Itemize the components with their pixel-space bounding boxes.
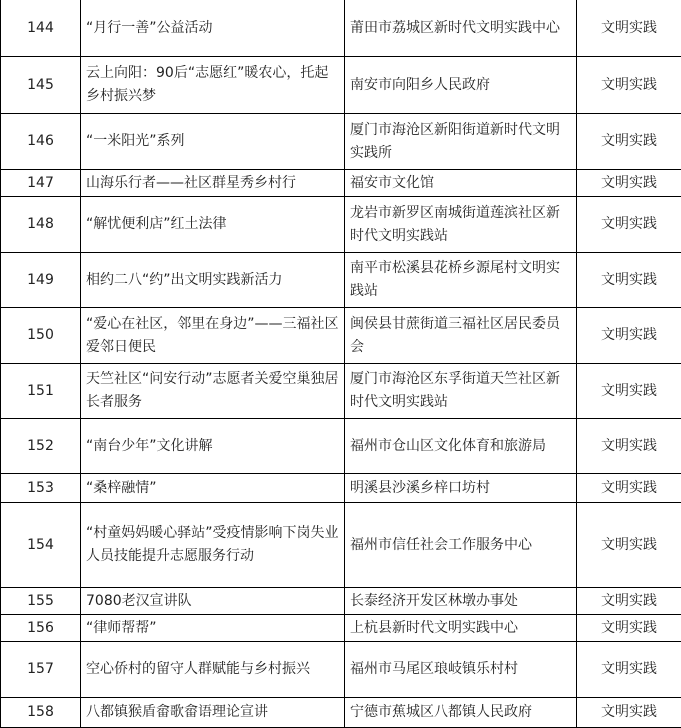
project-name: 八都镇猴盾畲歌畲语理论宣讲 <box>81 698 345 728</box>
category: 文明实践 <box>577 197 681 253</box>
category: 文明实践 <box>577 588 681 615</box>
category: 文明实践 <box>577 474 681 503</box>
project-name: 山海乐行者——社区群星秀乡村行 <box>81 170 345 197</box>
table-row <box>1 588 681 615</box>
table-row <box>1 0 681 57</box>
organization: 明溪县沙溪乡梓口坊村 <box>345 474 577 503</box>
row-number: 147 <box>1 170 81 197</box>
table-row <box>1 698 681 728</box>
table-body <box>1 0 681 728</box>
category: 文明实践 <box>577 698 681 728</box>
table-row <box>1 474 681 503</box>
organization: 南安市向阳乡人民政府 <box>345 57 577 114</box>
category: 文明实践 <box>577 253 681 308</box>
organization: 福州市仓山区文化体育和旅游局 <box>345 419 577 474</box>
project-name: “律师帮帮” <box>81 615 345 642</box>
row-number: 154 <box>1 503 81 588</box>
organization: 上杭县新时代文明实践中心 <box>345 615 577 642</box>
table-row <box>1 114 681 170</box>
organization: 宁德市蕉城区八都镇人民政府 <box>345 698 577 728</box>
organization: 闽侯县甘蔗街道三福社区居民委员会 <box>345 308 577 364</box>
project-name: “月行一善”公益活动 <box>81 0 345 57</box>
project-name: “桑梓融情” <box>81 474 345 503</box>
category: 文明实践 <box>577 503 681 588</box>
organization: 长泰经济开发区林墩办事处 <box>345 588 577 615</box>
row-number: 145 <box>1 57 81 114</box>
project-name: “村童妈妈暖心驿站”受疫情影响下岗失业人员技能提升志愿服务行动 <box>81 503 345 588</box>
organization: 龙岩市新罗区南城街道莲滨社区新时代文明实践站 <box>345 197 577 253</box>
table-row <box>1 197 681 253</box>
table-row <box>1 308 681 364</box>
project-name: “一米阳光”系列 <box>81 114 345 170</box>
row-number: 146 <box>1 114 81 170</box>
category: 文明实践 <box>577 364 681 419</box>
project-name: “爱心在社区，邻里在身边”——三福社区爱邻日便民 <box>81 308 345 364</box>
table-row <box>1 642 681 698</box>
category: 文明实践 <box>577 642 681 698</box>
category: 文明实践 <box>577 0 681 57</box>
row-number: 153 <box>1 474 81 503</box>
row-number: 150 <box>1 308 81 364</box>
organization: 福安市文化馆 <box>345 170 577 197</box>
project-name: 相约二八“约”出文明实践新活力 <box>81 253 345 308</box>
table-row <box>1 419 681 474</box>
row-number: 157 <box>1 642 81 698</box>
table-row <box>1 170 681 197</box>
organization: 厦门市海沧区新阳街道新时代文明实践所 <box>345 114 577 170</box>
row-number: 156 <box>1 615 81 642</box>
row-number: 158 <box>1 698 81 728</box>
table-row <box>1 57 681 114</box>
table-row <box>1 253 681 308</box>
project-name: “南台少年”文化讲解 <box>81 419 345 474</box>
organization: 南平市松溪县花桥乡源尾村文明实践站 <box>345 253 577 308</box>
table-row <box>1 364 681 419</box>
category: 文明实践 <box>577 419 681 474</box>
organization: 莆田市荔城区新时代文明实践中心 <box>345 0 577 57</box>
category: 文明实践 <box>577 308 681 364</box>
category: 文明实践 <box>577 170 681 197</box>
project-name: 空心侨村的留守人群赋能与乡村振兴 <box>81 642 345 698</box>
table-row <box>1 615 681 642</box>
row-number: 152 <box>1 419 81 474</box>
organization: 厦门市海沧区东孚街道天竺社区新时代文明实践站 <box>345 364 577 419</box>
category: 文明实践 <box>577 57 681 114</box>
row-number: 151 <box>1 364 81 419</box>
project-name: 7080老汉宣讲队 <box>81 588 345 615</box>
table-row <box>1 503 681 588</box>
project-name: 天竺社区“问安行动”志愿者关爱空巢独居长者服务 <box>81 364 345 419</box>
project-name: 云上向阳：90后“志愿红”暖农心，托起乡村振兴梦 <box>81 57 345 114</box>
category: 文明实践 <box>577 114 681 170</box>
project-name: “解忧便利店”红土法律 <box>81 197 345 253</box>
row-number: 148 <box>1 197 81 253</box>
row-number: 149 <box>1 253 81 308</box>
row-number: 155 <box>1 588 81 615</box>
category: 文明实践 <box>577 615 681 642</box>
organization: 福州市马尾区琅岐镇乐村村 <box>345 642 577 698</box>
row-number: 144 <box>1 0 81 57</box>
organization: 福州市信任社会工作服务中心 <box>345 503 577 588</box>
